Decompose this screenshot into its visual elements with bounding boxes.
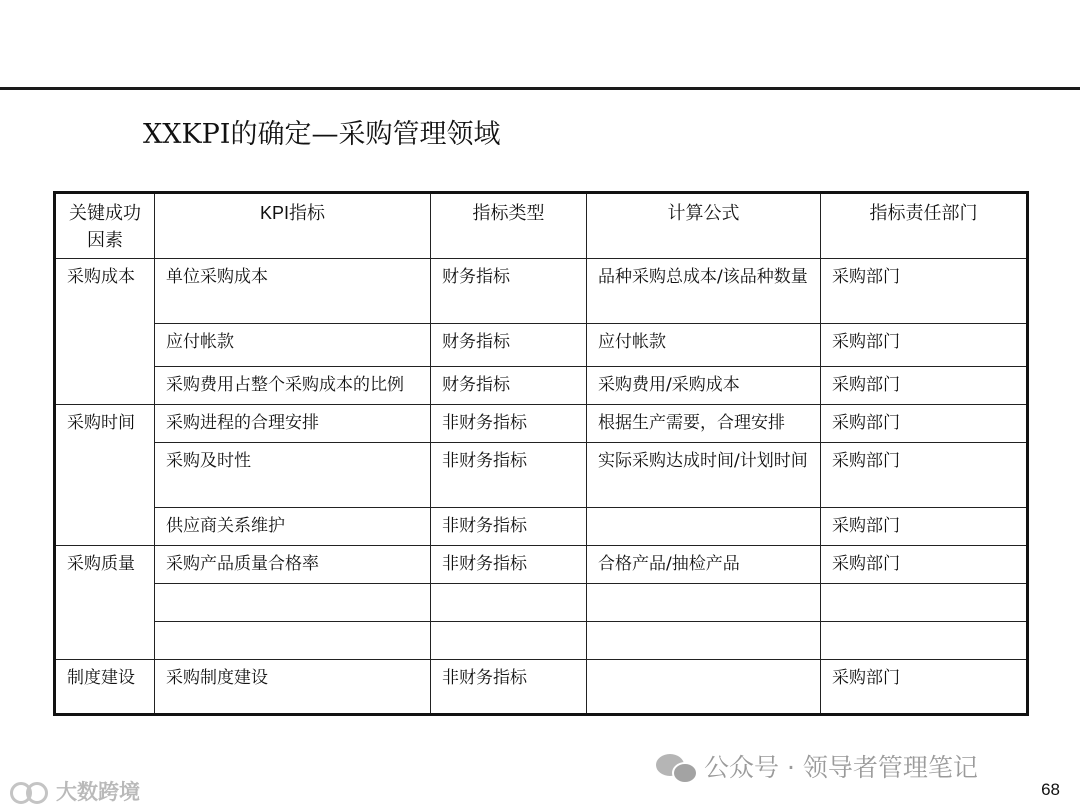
dept-cell: 采购部门 xyxy=(821,367,1028,405)
kpi-cell: 单位采购成本 xyxy=(155,259,431,324)
table-row xyxy=(55,443,1028,508)
table-row xyxy=(55,324,1028,367)
table-row xyxy=(55,259,1028,324)
header-kpi: KPI指标 xyxy=(155,193,431,259)
kpi-cell: 采购制度建设 xyxy=(155,660,431,715)
success-factor-cell: 采购质量 xyxy=(55,546,155,660)
header-responsible-dept: 指标责任部门 xyxy=(821,193,1028,259)
kpi-cell: 供应商关系维护 xyxy=(155,508,431,546)
dept-cell: 采购部门 xyxy=(821,324,1028,367)
wechat-icon xyxy=(656,750,696,782)
type-cell: 非财务指标 xyxy=(431,443,587,508)
header-formula: 计算公式 xyxy=(587,193,821,259)
type-cell xyxy=(431,622,587,660)
table-header-row xyxy=(55,193,1028,259)
type-cell: 非财务指标 xyxy=(431,660,587,715)
type-cell: 非财务指标 xyxy=(431,546,587,584)
logo-text: 大数跨境 xyxy=(56,780,140,804)
page-number: 68 xyxy=(1041,780,1060,799)
success-factor-cell: 制度建设 xyxy=(55,660,155,715)
kpi-cell: 应付帐款 xyxy=(155,324,431,367)
table-row xyxy=(55,660,1028,715)
dept-cell: 采购部门 xyxy=(821,546,1028,584)
table-row xyxy=(55,584,1028,622)
formula-cell: 采购费用/采购成本 xyxy=(587,367,821,405)
formula-cell: 根据生产需要，合理安排 xyxy=(587,405,821,443)
kpi-cell: 采购费用占整个采购成本的比例 xyxy=(155,367,431,405)
header-indicator-type: 指标类型 xyxy=(431,193,587,259)
wechat-watermark xyxy=(656,748,978,784)
kpi-cell xyxy=(155,622,431,660)
formula-cell xyxy=(587,508,821,546)
dept-cell: 采购部门 xyxy=(821,405,1028,443)
dept-cell: 采购部门 xyxy=(821,660,1028,715)
formula-cell xyxy=(587,660,821,715)
formula-cell: 应付帐款 xyxy=(587,324,821,367)
type-cell: 财务指标 xyxy=(431,367,587,405)
kpi-table xyxy=(53,191,1029,716)
type-cell: 财务指标 xyxy=(431,259,587,324)
top-rule xyxy=(0,87,1080,90)
formula-cell: 品种采购总成本/该品种数量 xyxy=(587,259,821,324)
table-row xyxy=(55,508,1028,546)
type-cell xyxy=(431,584,587,622)
table-row xyxy=(55,367,1028,405)
formula-cell: 合格产品/抽检产品 xyxy=(587,546,821,584)
success-factor-cell: 采购成本 xyxy=(55,259,155,405)
formula-cell xyxy=(587,622,821,660)
table-row xyxy=(55,622,1028,660)
type-cell: 非财务指标 xyxy=(431,405,587,443)
table-row xyxy=(55,546,1028,584)
formula-cell xyxy=(587,584,821,622)
table-row xyxy=(55,405,1028,443)
dept-cell xyxy=(821,622,1028,660)
dept-cell xyxy=(821,584,1028,622)
kpi-cell: 采购及时性 xyxy=(155,443,431,508)
page-title: XXKPI的确定—采购管理领域 xyxy=(143,119,501,150)
kpi-cell: 采购进程的合理安排 xyxy=(155,405,431,443)
type-cell: 非财务指标 xyxy=(431,508,587,546)
kpi-cell: 采购产品质量合格率 xyxy=(155,546,431,584)
header-success-factor: 关键成功因素 xyxy=(55,193,155,259)
brand-logo xyxy=(8,776,140,806)
dept-cell: 采购部门 xyxy=(821,259,1028,324)
success-factor-cell: 采购时间 xyxy=(55,405,155,546)
kpi-cell xyxy=(155,584,431,622)
logo-mark-icon xyxy=(8,778,52,804)
watermark-text: 公众号 · 领导者管理笔记 xyxy=(704,753,978,782)
formula-cell: 实际采购达成时间/计划时间 xyxy=(587,443,821,508)
type-cell: 财务指标 xyxy=(431,324,587,367)
dept-cell: 采购部门 xyxy=(821,508,1028,546)
dept-cell: 采购部门 xyxy=(821,443,1028,508)
